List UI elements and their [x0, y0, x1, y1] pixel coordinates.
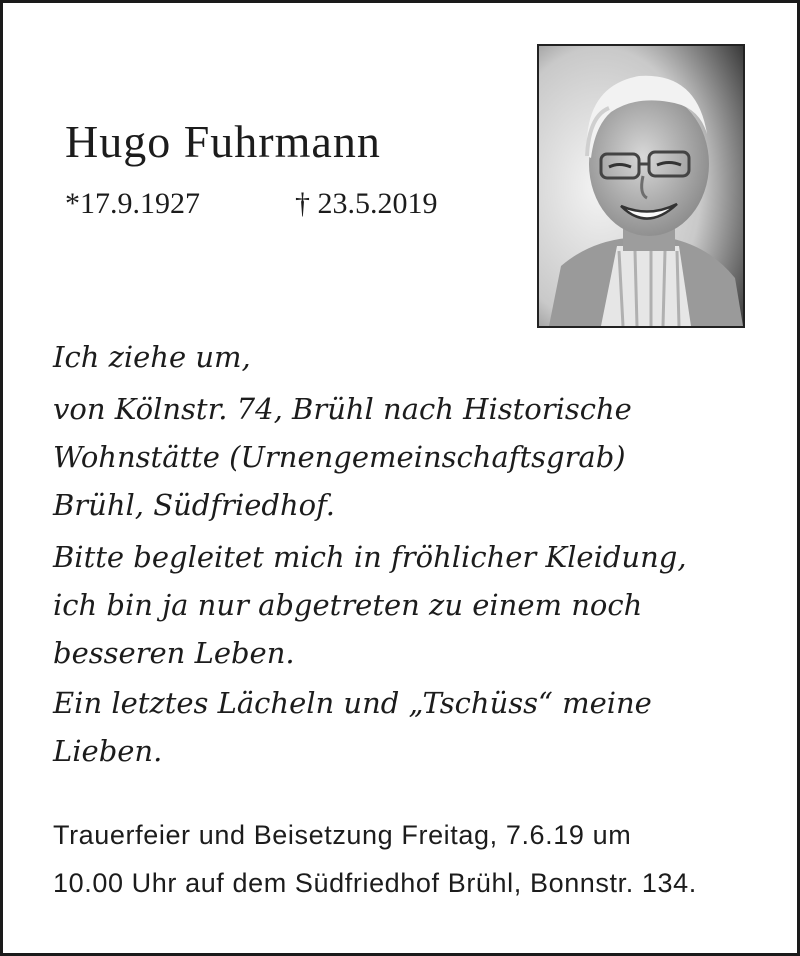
funeral-service-info: [53, 811, 773, 907]
service-line: 10.00 Uhr auf dem Südfriedhof Brühl, Bonnstr. 134.: [53, 868, 697, 898]
death-date: † 23.5.2019: [295, 187, 438, 220]
portrait-image: [539, 46, 743, 326]
message-line: Wohnstätte (Urnengemeinschaftsgrab): [53, 440, 626, 474]
message-paragraph-3: [53, 533, 753, 677]
message-line: besseren Leben.: [53, 636, 295, 670]
message-line: Ein letztes Lächeln und „Tschüss“ meine: [53, 686, 652, 720]
message-line: ich bin ja nur abgetreten zu einem noch: [53, 588, 643, 622]
message-line: Lieben.: [53, 734, 163, 768]
deceased-name: Hugo Fuhrmann: [65, 116, 381, 167]
message-paragraph-2: [53, 385, 753, 529]
message-line: Brühl, Südfriedhof.: [53, 488, 335, 522]
message-paragraph-4: [53, 679, 753, 775]
portrait-photo: [537, 44, 745, 328]
service-line: Trauerfeier und Beisetzung Freitag, 7.6.19 um: [53, 820, 632, 850]
message-line: Bitte begleitet mich in fröhlicher Kleidung,: [53, 540, 687, 574]
message-paragraph-1: [53, 333, 753, 381]
message-line: von Kölnstr. 74, Brühl nach Historische: [53, 392, 632, 426]
message-line: Ich ziehe um,: [53, 340, 251, 374]
birth-date: *17.9.1927: [65, 187, 200, 220]
